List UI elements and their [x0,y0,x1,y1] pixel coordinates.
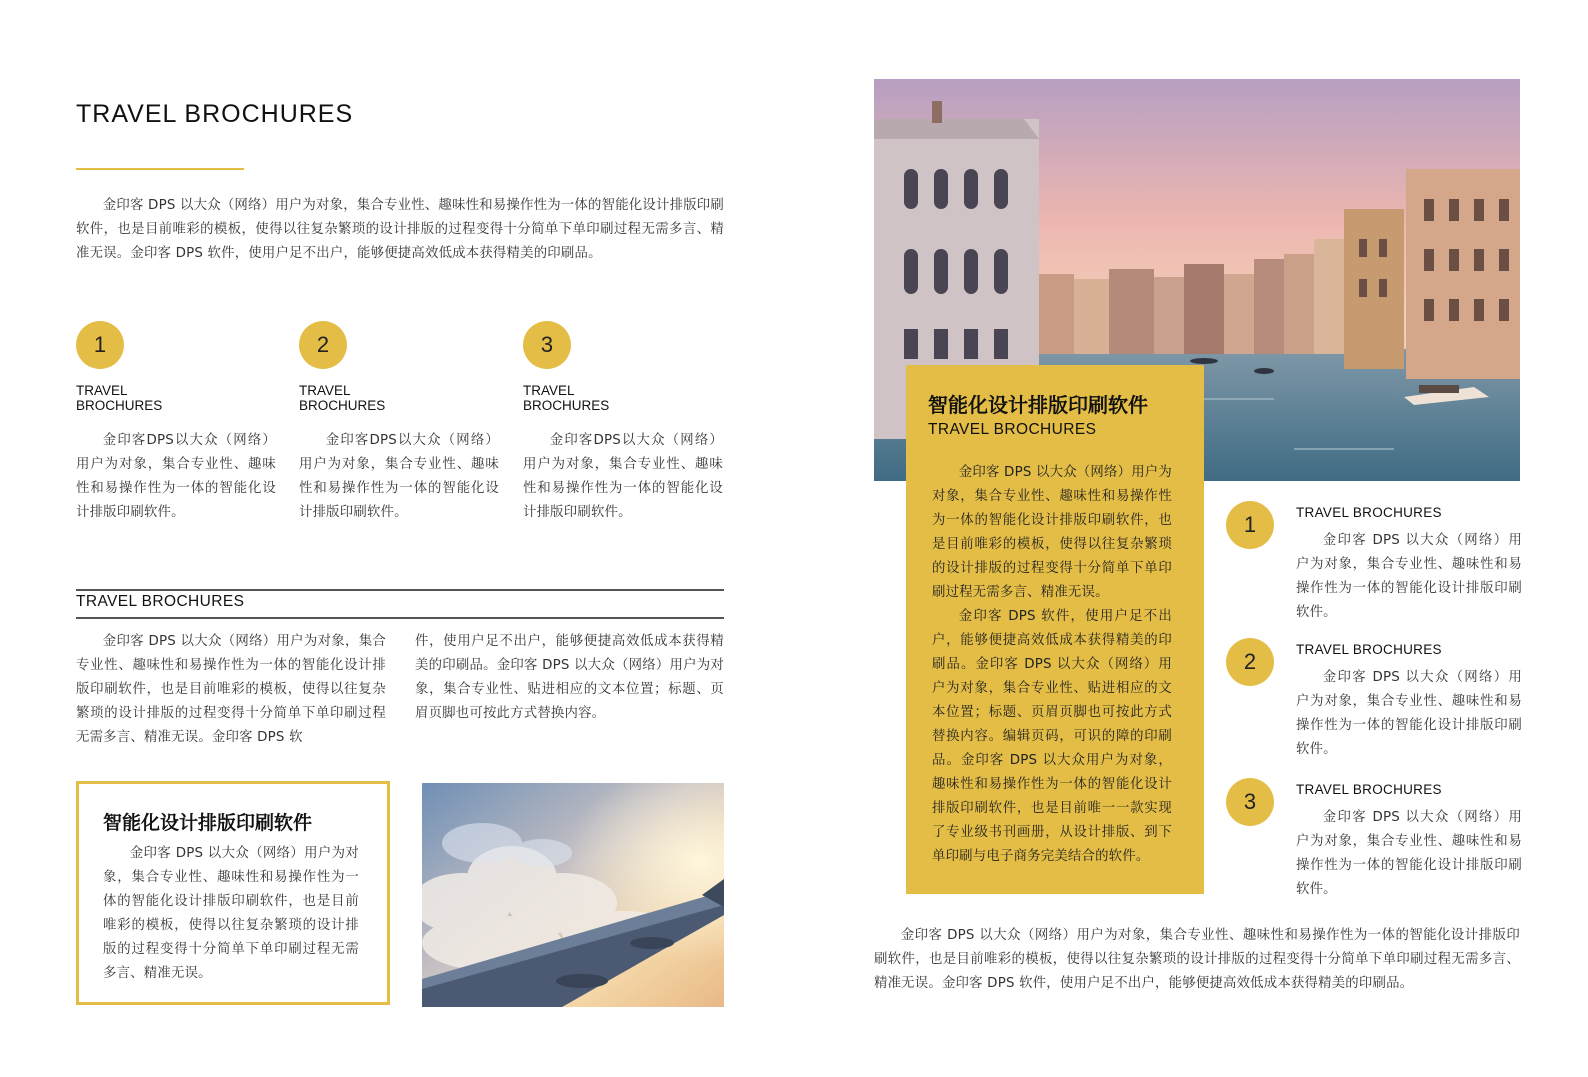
callout-title: 智能化设计排版印刷软件 [103,812,313,834]
item-text: 金印客 DPS 以大众（网络）用户为对象，集合专业性、趣味性和易操作性为一体的智能化设计排版印刷软件。 [1296,670,1522,757]
feature-text: 金印客 DPS 以大众（网络）用户为对象，集合专业性、趣味性和易操作性为一体的智能化设计排版印刷软件，也是目前唯彩的模板，使得以往复杂繁琐的设计排版的过程变得十分简单下单印刷过程无需多言、精准无误。 金印客 DPS 软件，使用户足不出户，能够便捷高效低成本获得精美的印刷品。金印客 DPS 以大众（网络）用户为对象，集合专业性、贴进相应的文本位置；标题、页眉页脚也可按此方式替换内容。编辑页码，可识的障的印刷品。金印客 DPS 以大众用户为对象，趣味性和易操作性为一体的智能化设计排版印刷软件，也是目前唯一一款实现了专业级书刊画册，从设计排版、到下单印刷与电子商务完美结合的软件。 [932,465,1172,864]
section-divider-bottom [76,617,724,619]
feature-item-3 [1226,778,1522,908]
step-title: TRAVEL BROCHURES [76,383,163,413]
yellow-feature-box [906,365,1204,894]
callout-text: 金印客 DPS 以大众（网络）用户为对象，集合专业性、趣味性和易操作性为一体的智能化设计排版印刷软件，也是目前唯彩的模板，使得以往复杂繁琐的设计排版的过程变得十分简单下单印刷过程无需多言、精准无误。 [103,846,359,981]
step-3 [523,321,723,525]
item-text: 金印客 DPS 以大众（网络）用户为对象，集合专业性、趣味性和易操作性为一体的智能化设计排版印刷软件。 [1296,533,1522,620]
item-number-badge: 2 [1226,638,1274,686]
page-title: TRAVEL BROCHURES [76,100,354,128]
step-title: TRAVEL BROCHURES [299,383,386,413]
section-divider-top [76,589,724,591]
step-2 [299,321,499,525]
step-number-badge: 1 [76,321,124,369]
step-text: 金印客DPS以大众（网络）用户为对象，集合专业性、趣味性和易操作性为一体的智能化设计排版印刷软件。 [523,433,723,520]
section-column-right: 件，使用户足不出户，能够便捷高效低成本获得精美的印刷品。金印客 DPS 以大众（网络）用户为对象，集合专业性、贴进相应的文本位置；标题、页眉页脚也可按此方式替换内容。 [415,634,724,721]
section-title: TRAVEL BROCHURES [76,593,245,610]
feature-subtitle: TRAVEL BROCHURES [928,421,1097,438]
step-number-badge: 2 [299,321,347,369]
item-title: TRAVEL BROCHURES [1296,782,1442,797]
feature-title: 智能化设计排版印刷软件 [928,393,1148,417]
item-title: TRAVEL BROCHURES [1296,642,1442,657]
outro-paragraph: 金印客 DPS 以大众（网络）用户为对象，集合专业性、趣味性和易操作性为一体的智能化设计排版印刷软件，也是目前唯彩的模板，使得以往复杂繁琐的设计排版的过程变得十分简单下单印刷过程无需多言、精准无误。金印客 DPS 软件，使用户足不出户，能够便捷高效低成本获得精美的印刷品。 [874,928,1520,991]
item-text: 金印客 DPS 以大众（网络）用户为对象，集合专业性、趣味性和易操作性为一体的智能化设计排版印刷软件。 [1296,810,1522,897]
feature-item-2 [1226,638,1522,768]
item-number-badge: 3 [1226,778,1274,826]
step-title: TRAVEL BROCHURES [523,383,610,413]
step-1 [76,321,276,525]
title-underline [76,168,244,170]
item-number-badge: 1 [1226,501,1274,549]
intro-paragraph: 金印客 DPS 以大众（网络）用户为对象，集合专业性、趣味性和易操作性为一体的智能化设计排版印刷软件，也是目前唯彩的模板，使得以往复杂繁琐的设计排版的过程变得十分简单下单印刷过程无需多言、精准无误。金印客 DPS 软件，使用户足不出户，能够便捷高效低成本获得精美的印刷品。 [76,198,724,261]
section-column-left: 金印客 DPS 以大众（网络）用户为对象，集合专业性、趣味性和易操作性为一体的智能化设计排版印刷软件，也是目前唯彩的模板，使得以往复杂繁琐的设计排版的过程变得十分简单下单印刷过程无需多言、精准无误。金印客 DPS 软 [76,634,386,745]
feature-item-1 [1226,501,1522,631]
item-title: TRAVEL BROCHURES [1296,505,1442,520]
step-text: 金印客DPS以大众（网络）用户为对象，集合专业性、趣味性和易操作性为一体的智能化设计排版印刷软件。 [299,433,499,520]
step-number-badge: 3 [523,321,571,369]
step-text: 金印客DPS以大众（网络）用户为对象，集合专业性、趣味性和易操作性为一体的智能化设计排版印刷软件。 [76,433,276,520]
bordered-callout-box [76,781,390,1005]
airplane-wing-photo [422,783,724,1007]
